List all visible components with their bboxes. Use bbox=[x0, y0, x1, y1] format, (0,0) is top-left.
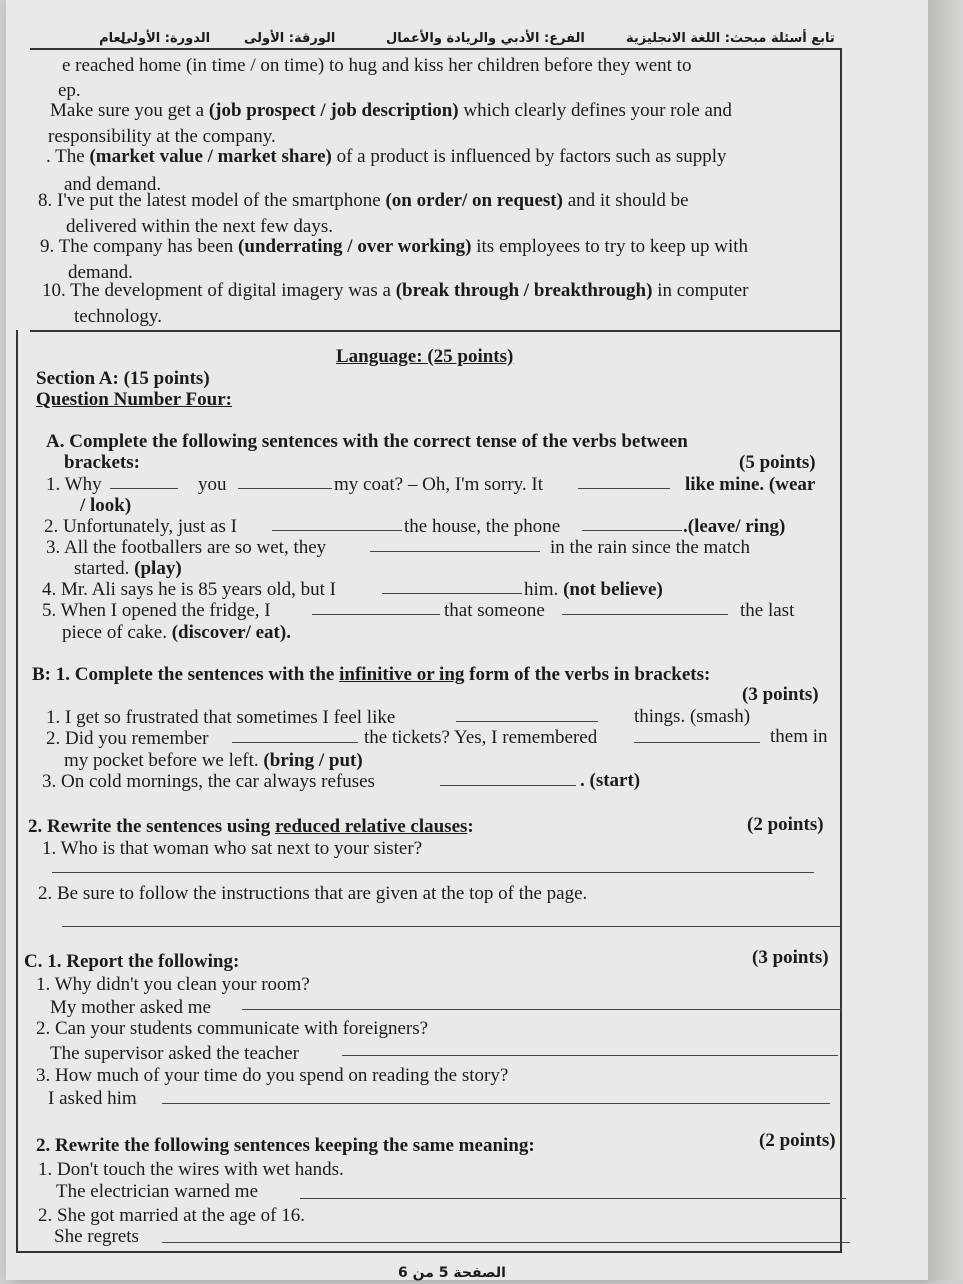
q8-options: (on order/ on request) bbox=[385, 190, 563, 211]
reduced-relative-clauses: reduced relative clauses bbox=[274, 816, 468, 837]
part-a-instruction: A. Complete the following sentences with the correct tense of the verbs between bbox=[46, 431, 688, 452]
q7-options: (job prospect / job description) bbox=[208, 100, 459, 121]
vocab-q8-line2: delivered within the next few days. bbox=[66, 216, 333, 237]
a3-blank[interactable] bbox=[370, 551, 540, 552]
vocab-q9-line2: demand. bbox=[68, 262, 133, 283]
a4-start: 4. Mr. Ali says he is 85 years old, but I bbox=[42, 579, 336, 600]
d2-answer-line[interactable] bbox=[162, 1242, 850, 1243]
vocab-q10-line2: technology. bbox=[74, 306, 162, 327]
r1-question: 1. Who is that woman who sat next to your sister? bbox=[42, 838, 423, 859]
r2-answer-line[interactable] bbox=[62, 926, 840, 927]
a3-verb: (play) bbox=[134, 558, 182, 579]
box-top-border bbox=[30, 48, 842, 50]
a3-mid: in the rain since the match bbox=[550, 537, 750, 558]
vocab-q7-line1: Make sure you get a (job prospect / job description) which clearly defines your role and bbox=[50, 100, 732, 121]
vocab-q10-line1: 10. The development of digital imagery was a (break through / breakthrough) in computer bbox=[42, 280, 749, 301]
q9-options: (underrating / over working) bbox=[238, 236, 472, 257]
b2-line2: my pocket before we left. (bring / put) bbox=[64, 750, 363, 771]
vocab-q8-line1: 8. I've put the latest model of the smartphone (on order/ on request) and it should be bbox=[38, 190, 689, 211]
header-session: الدورة: الأولى bbox=[120, 31, 211, 46]
b2-start: 2. Did you remember bbox=[46, 728, 209, 749]
a2-blank-2[interactable] bbox=[582, 530, 682, 531]
infinitive-or-ing: infinitive or ing bbox=[339, 664, 465, 685]
c1-question: 1. Why didn't you clean your room? bbox=[36, 974, 310, 995]
background-page-edge bbox=[928, 0, 963, 1280]
b1-blank[interactable] bbox=[456, 721, 598, 722]
part-b2-points: (2 points) bbox=[747, 814, 824, 835]
a2-verbs: .(leave/ ring) bbox=[683, 516, 786, 537]
vocab-qmv-line2: and demand. bbox=[64, 174, 162, 195]
header-branch: الفرع: الأدبي والريادة والأعمال bbox=[386, 31, 585, 46]
c2-answer-line[interactable] bbox=[342, 1055, 838, 1056]
part-b2-instruction: 2. Rewrite the sentences using reduced relative clauses: bbox=[28, 816, 474, 837]
a5-start: 5. When I opened the fridge, I bbox=[42, 600, 271, 621]
b2-verbs: (bring / put) bbox=[263, 750, 363, 771]
header-paper: الورقة: الأولى bbox=[244, 31, 336, 46]
part-b-points: (3 points) bbox=[742, 684, 819, 705]
b1-start: 1. I get so frustrated that sometimes I feel like bbox=[46, 707, 396, 728]
c3-question: 3. How much of your time do you spend on reading the story? bbox=[36, 1065, 509, 1086]
part-c2-instruction: 2. Rewrite the following sentences keeping the same meaning: bbox=[36, 1135, 535, 1156]
d1-prompt: The electrician warned me bbox=[56, 1181, 259, 1202]
a4-verb: (not believe) bbox=[563, 579, 663, 600]
vocab-q7-line2: responsibility at the company. bbox=[48, 126, 276, 147]
a1-blank-1[interactable] bbox=[110, 488, 178, 489]
c2-question: 2. Can your students communicate with foreigners? bbox=[36, 1018, 429, 1039]
a4-blank[interactable] bbox=[382, 593, 522, 594]
part-b-instruction: B: 1. Complete the sentences with the infinitive or ing form of the verbs in brackets: bbox=[32, 664, 711, 685]
part-c2-points: (2 points) bbox=[759, 1130, 836, 1151]
d2-prompt: She regrets bbox=[54, 1226, 139, 1247]
a2-start: 2. Unfortunately, just as I bbox=[44, 516, 237, 537]
page-number: الصفحة 5 من 6 bbox=[398, 1265, 506, 1281]
a3-end: started. (play) bbox=[74, 558, 182, 579]
a3-start: 3. All the footballers are so wet, they bbox=[46, 537, 327, 558]
header-subject: تابع أسئلة مبحث: اللغة الانجليزية bbox=[626, 31, 835, 46]
a5-mid: that someone bbox=[444, 600, 545, 621]
box-bottom-border bbox=[16, 1251, 842, 1253]
vocab-qmv-line1: . The (market value / market share) of a product is influenced by factors such as supply bbox=[46, 146, 727, 167]
a2-mid: the house, the phone bbox=[404, 516, 561, 537]
section-divider bbox=[30, 330, 842, 332]
section-a-title: Section A: (15 points) bbox=[36, 368, 210, 389]
exam-sheet bbox=[6, 0, 928, 1280]
a1-start: 1. Why bbox=[46, 474, 102, 495]
r2-question: 2. Be sure to follow the instructions that are given at the top of the page. bbox=[38, 883, 588, 904]
a1-verbs: like mine. (wear bbox=[685, 474, 816, 495]
vocab-q6-line2: ep. bbox=[58, 80, 81, 101]
d2-question: 2. She got married at the age of 16. bbox=[38, 1205, 305, 1226]
a1-mid: my coat? – Oh, I'm sorry. It bbox=[334, 474, 544, 495]
a1-end bbox=[685, 474, 815, 495]
language-title: Language: (25 points) bbox=[336, 346, 514, 367]
a4-end: him. (not believe) bbox=[524, 579, 663, 600]
b1-end: things. (smash) bbox=[634, 706, 751, 727]
d1-answer-line[interactable] bbox=[300, 1198, 846, 1199]
b2-mid: the tickets? Yes, I remembered bbox=[364, 727, 598, 748]
a1-you: you bbox=[198, 474, 227, 495]
c3-answer-line[interactable] bbox=[162, 1103, 830, 1104]
part-a-instruction-2: brackets: bbox=[64, 452, 140, 473]
qmv-options: (market value / market share) bbox=[89, 146, 332, 167]
b2-blank-2[interactable] bbox=[634, 742, 760, 743]
vocab-q9-line1: 9. The company has been (underrating / over working) its employees to try to keep up with bbox=[40, 236, 749, 257]
r1-answer-line[interactable] bbox=[52, 872, 814, 873]
c1-answer-line[interactable] bbox=[242, 1009, 842, 1010]
vocab-q6-line1: e reached home (in time / on time) to hug and kiss her children before they went to bbox=[62, 55, 692, 76]
c1-prompt: My mother asked me bbox=[50, 997, 211, 1018]
b2-end: them in bbox=[770, 726, 828, 747]
header-year: لعام bbox=[99, 31, 126, 46]
q10-options: (break through / breakthrough) bbox=[395, 280, 653, 301]
a1-blank-2[interactable] bbox=[238, 488, 332, 489]
a2-blank-1[interactable] bbox=[272, 530, 402, 531]
b3-start: 3. On cold mornings, the car always refuses bbox=[42, 771, 375, 792]
part-c-title: C. 1. Report the following: bbox=[24, 951, 240, 972]
part-a-points: (5 points) bbox=[739, 452, 816, 473]
a5-end: the last bbox=[740, 600, 795, 621]
part-c-points: (3 points) bbox=[752, 947, 829, 968]
a5-verbs: (discover/ eat). bbox=[171, 622, 291, 643]
box-left-border bbox=[16, 330, 18, 1252]
b2-blank-1[interactable] bbox=[232, 742, 358, 743]
b3-verb: . (start) bbox=[580, 770, 641, 791]
a1-blank-3[interactable] bbox=[578, 488, 670, 489]
box-right-border bbox=[840, 48, 842, 1252]
b3-blank[interactable] bbox=[440, 785, 576, 786]
c2-prompt: The supervisor asked the teacher bbox=[50, 1043, 300, 1064]
a1-verbs-2: / look) bbox=[80, 495, 132, 516]
a5-blank-1[interactable] bbox=[312, 614, 440, 615]
a5-line2: piece of cake. (discover/ eat). bbox=[62, 622, 291, 643]
question-four-title: Question Number Four: bbox=[36, 389, 232, 410]
c3-prompt: I asked him bbox=[48, 1088, 137, 1109]
d1-question: 1. Don't touch the wires with wet hands. bbox=[38, 1159, 344, 1180]
a5-blank-2[interactable] bbox=[562, 614, 728, 615]
